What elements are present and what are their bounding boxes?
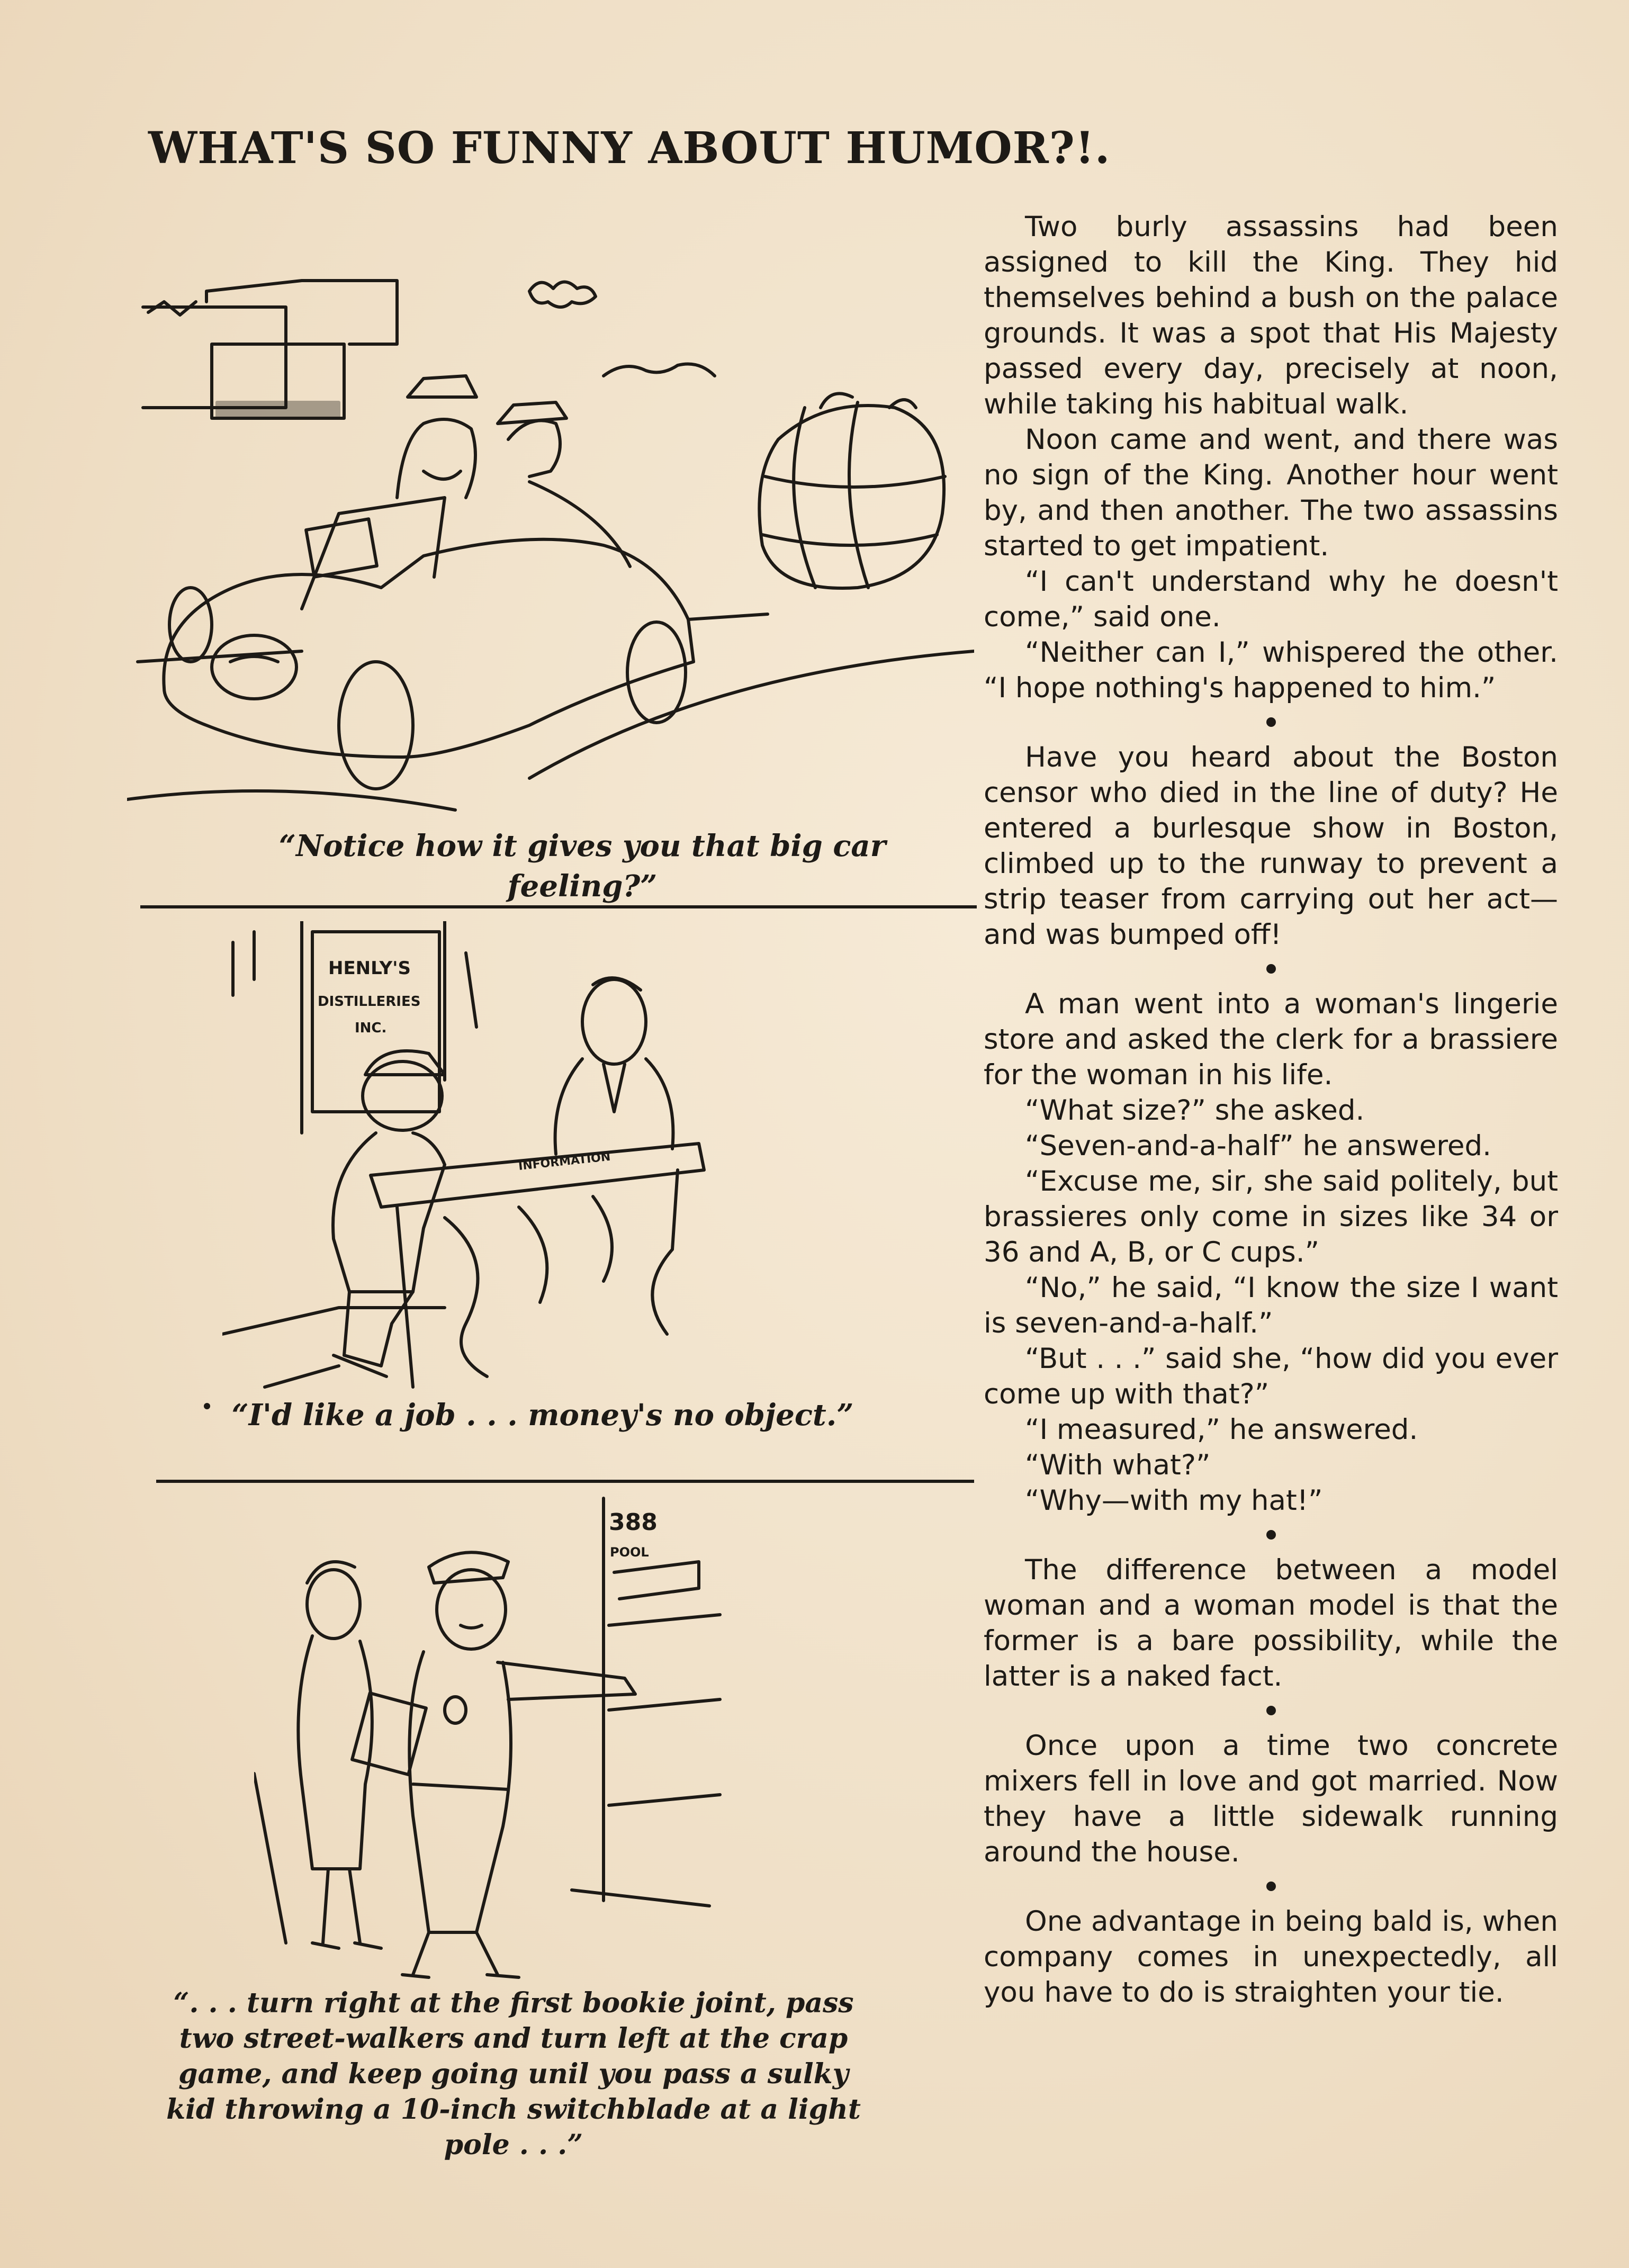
joke-paragraph: “Neither can I,” whispered the other. “I hope nothing's happened to him.” [984,636,1558,704]
joke-paragraph: Have you heard about the Boston censor who died in the line of duty? He entered a burlesque show in Boston, climbed up to the runway to prevent a strip teaser from carrying out her act—and was bumped off! [984,741,1558,951]
svg-text:388: 388 [609,1509,658,1536]
joke-paragraph: “Why—with my hat!” [1025,1484,1323,1517]
joke-paragraph: Once upon a time two concrete mixers fell in love and got married. Now they have a little sidewalk running around the house. [984,1730,1558,1868]
divider-rule [140,905,977,908]
separator-dot [1266,1882,1276,1891]
cartoon-directions [254,1488,731,1985]
svg-text:DISTILLERIES: DISTILLERIES [318,994,421,1010]
joke-paragraph: Noon came and went, and there was no sign of the King. Another hour went by, and then another. The two assassins started to get impatient. [984,424,1558,562]
joke-paragraph: “With what?” [1025,1449,1211,1481]
svg-text:POOL: POOL [610,1545,649,1560]
jokes-column [984,209,1558,2010]
joke-boston-censor [984,740,1558,952]
divider-rule [156,1480,974,1483]
joke-assassins [984,209,1558,706]
joke-model-woman [984,1552,1558,1694]
joke-paragraph: “No,” he said, “I know the size I want is seven-and-a-half.” [984,1272,1558,1339]
joke-paragraph: “Seven-and-a-half” he answered. [1025,1130,1491,1162]
joke-paragraph: “But . . .” said she, “how did you ever come up with that?” [984,1343,1558,1410]
joke-paragraph: One advantage in being bald is, when company comes in unexpectedly, all you have to do is straighten your tie. [984,1905,1558,2009]
joke-paragraph: Two burly assassins had been assigned to kill the King. They hid themselves behind a bush on the palace grounds. It was a spot that His Majesty passed every day, precisely at noon, while taking his habitual walk. [984,211,1558,420]
cartoon-caption-directions: “. . . turn right at the first bookie joint, pass two street-walkers and turn left at the crap game, and keep going unil you pass a sulky kid throwing a 10-inch switchblade at a light pole . . .” [166,1987,861,2161]
joke-paragraph: “I measured,” he answered. [1025,1414,1418,1446]
joke-lingerie [984,986,1558,1518]
joke-paragraph: The difference between a model woman and a woman model is that the former is a bare possibility, while the latter is a naked fact. [984,1554,1558,1693]
joke-bald [984,1904,1558,2010]
separator-dot [1266,1530,1276,1540]
joke-paragraph: “Excuse me, sir, she said politely, but brassieres only come in sizes like 34 or 36 and A, B, or C cups.” [984,1165,1558,1268]
joke-paragraph: A man went into a woman's lingerie store and asked the clerk for a brassiere for the woman in his life. [984,988,1558,1091]
cartoon-caption-job: “I'd like a job . . . money's no object.” [231,1398,854,1433]
cartoon-car [127,249,974,826]
separator-dot [1266,1706,1276,1715]
svg-text:HENLY'S: HENLY'S [328,958,411,979]
svg-text:INC.: INC. [355,1020,387,1036]
page-title: WHAT'S SO FUNNY ABOUT HUMOR?!. [148,123,1111,174]
cartoon-job [222,921,778,1398]
separator-dot [1266,964,1276,974]
separator-dot [1266,717,1276,727]
svg-text:INFORMATION: INFORMATION [518,1150,611,1173]
joke-paragraph: “What size?” she asked. [1025,1094,1365,1127]
joke-paragraph: “I can't understand why he doesn't come,” said one. [984,565,1558,633]
joke-concrete-mixers [984,1728,1558,1870]
cartoon-caption-car: “Notice how it gives you that big car feeling?” [278,829,886,904]
